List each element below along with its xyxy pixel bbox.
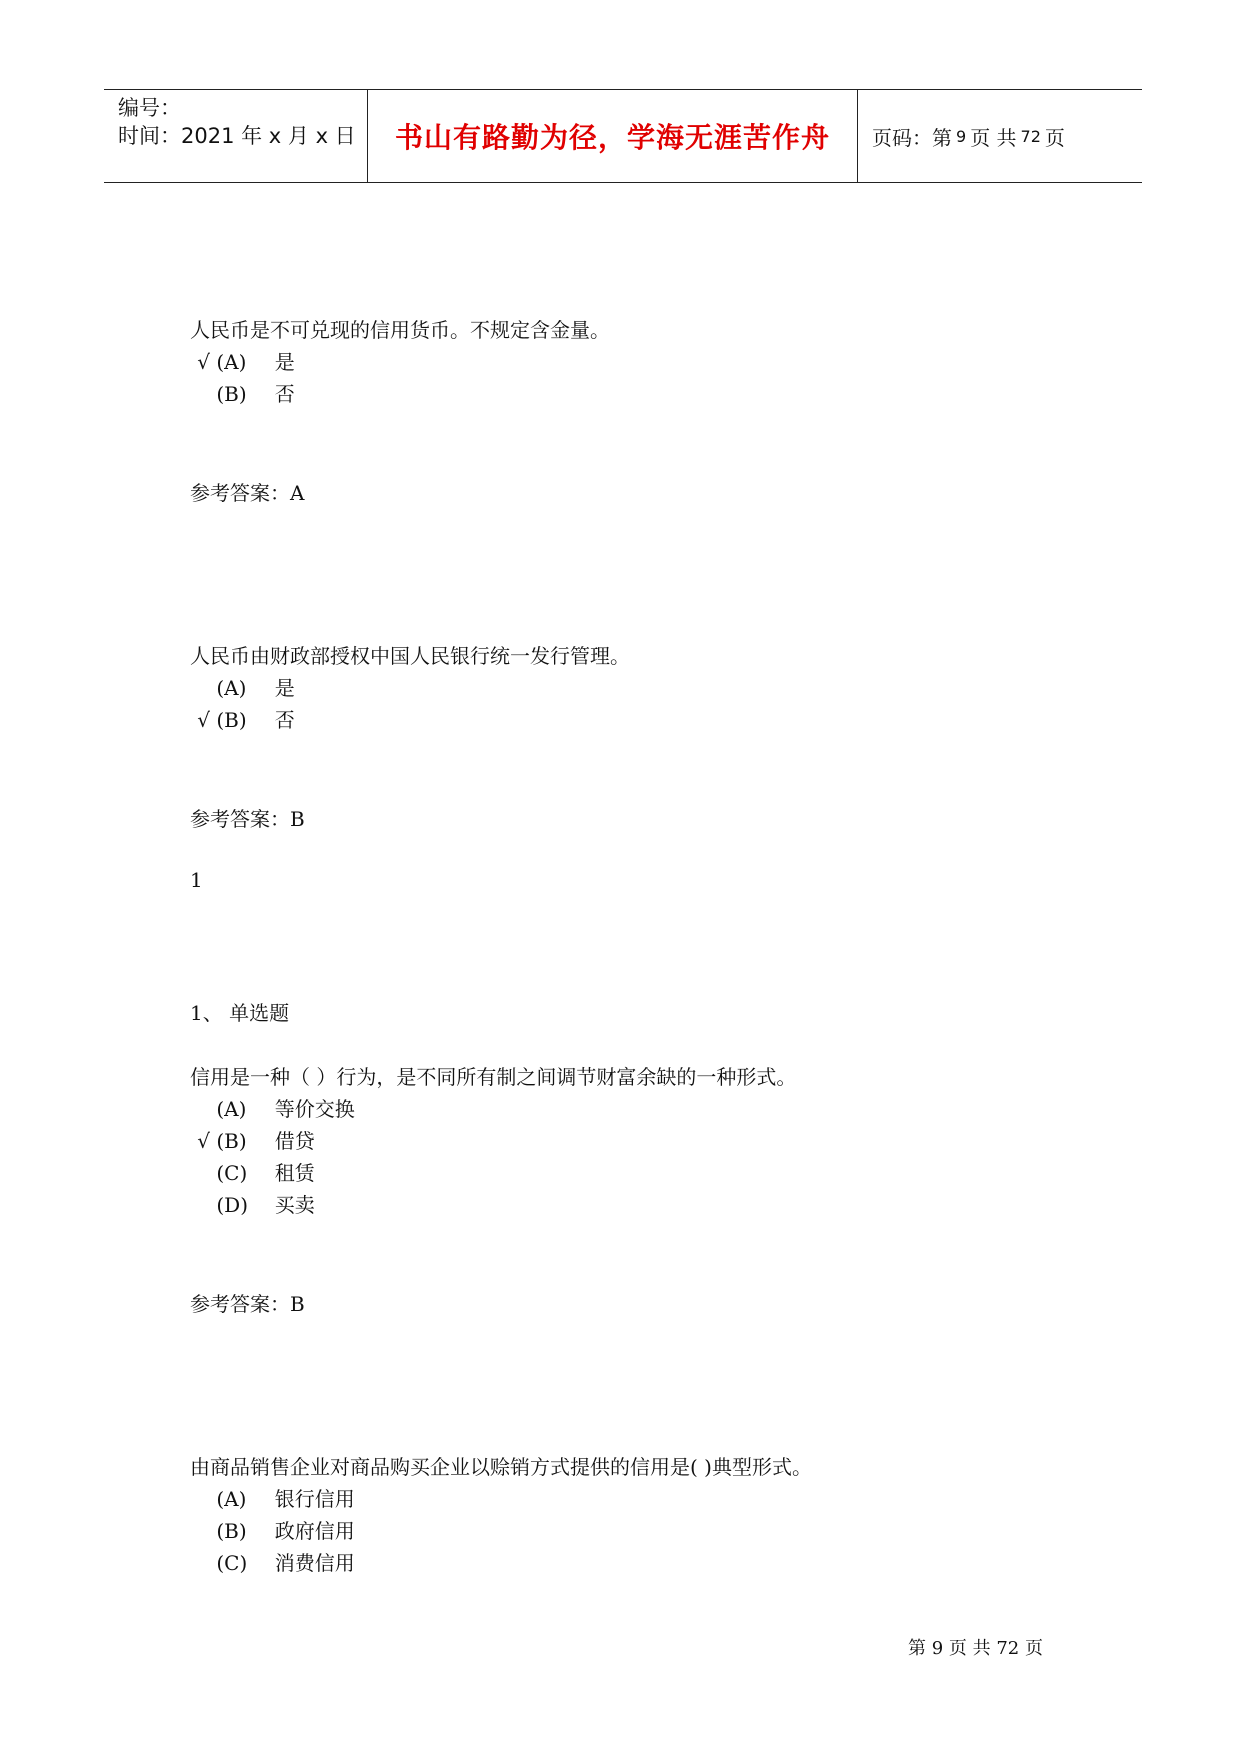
option-text: 否 bbox=[274, 708, 295, 732]
option-letter: (B) bbox=[216, 382, 247, 406]
check-mark: √ bbox=[197, 350, 210, 374]
reference-answer: 参考答案：B bbox=[190, 1292, 305, 1316]
page-header bbox=[104, 89, 1142, 183]
section-heading: 1、 单选题 bbox=[190, 1001, 290, 1025]
time-label: 时间：2021 年 x 月 x 日 bbox=[118, 124, 356, 148]
option-a bbox=[190, 672, 295, 701]
section-number: 1 bbox=[190, 868, 203, 892]
option-b bbox=[190, 1125, 315, 1154]
option-c bbox=[190, 1157, 315, 1186]
option-letter: (A) bbox=[216, 676, 247, 700]
option-letter: (A) bbox=[216, 1097, 247, 1121]
option-text: 是 bbox=[274, 676, 295, 700]
option-a bbox=[190, 346, 295, 375]
option-letter: (B) bbox=[216, 1129, 247, 1153]
question-stem: 人民币是不可兑现的信用货币。不规定含金量。 bbox=[190, 318, 610, 342]
reference-answer: 参考答案：A bbox=[190, 481, 305, 505]
option-letter: (D) bbox=[216, 1193, 248, 1217]
option-letter: (C) bbox=[216, 1551, 248, 1575]
question-stem: 人民币由财政部授权中国人民银行统一发行管理。 bbox=[190, 644, 630, 668]
check-mark: √ bbox=[197, 708, 210, 732]
option-d bbox=[190, 1189, 315, 1218]
serial-label: 编号： bbox=[118, 96, 181, 120]
page-mid: 页 共 bbox=[970, 125, 1017, 150]
option-letter: (B) bbox=[216, 708, 247, 732]
option-a bbox=[190, 1483, 355, 1512]
slogan: 书山有路勤为径，学海无涯苦作舟 bbox=[394, 121, 830, 154]
option-letter: (A) bbox=[216, 350, 247, 374]
option-b bbox=[190, 378, 295, 407]
option-c bbox=[190, 1547, 355, 1576]
option-text: 买卖 bbox=[274, 1193, 315, 1217]
reference-answer: 参考答案：B bbox=[190, 807, 305, 831]
option-a bbox=[190, 1093, 355, 1122]
question-stem: 信用是一种（ ）行为，是不同所有制之间调节财富余缺的一种形式。 bbox=[190, 1065, 797, 1089]
header-meta-cell bbox=[104, 90, 368, 182]
page-suffix: 页 bbox=[1044, 125, 1065, 150]
option-text: 等价交换 bbox=[274, 1097, 355, 1121]
option-letter: (A) bbox=[216, 1487, 247, 1511]
option-text: 租赁 bbox=[274, 1161, 315, 1185]
page-total: 72 bbox=[1020, 126, 1041, 146]
option-text: 是 bbox=[274, 350, 295, 374]
option-b bbox=[190, 704, 295, 733]
option-text: 政府信用 bbox=[274, 1519, 355, 1543]
page-prefix: 页码：第 bbox=[872, 125, 952, 150]
question-stem: 由商品销售企业对商品购买企业以赊销方式提供的信用是( )典型形式。 bbox=[190, 1455, 812, 1479]
option-letter: (B) bbox=[216, 1519, 247, 1543]
option-text: 银行信用 bbox=[274, 1487, 355, 1511]
header-page-cell bbox=[858, 90, 1142, 182]
option-text: 借贷 bbox=[274, 1129, 315, 1153]
header-slogan-cell bbox=[368, 90, 858, 182]
check-mark: √ bbox=[197, 1129, 210, 1153]
option-b bbox=[190, 1515, 355, 1544]
option-text: 否 bbox=[274, 382, 295, 406]
page-footer: 第 9 页 共 72 页 bbox=[908, 1638, 1043, 1659]
option-text: 消费信用 bbox=[274, 1551, 355, 1575]
page-number: 9 bbox=[956, 126, 967, 146]
option-letter: (C) bbox=[216, 1161, 248, 1185]
